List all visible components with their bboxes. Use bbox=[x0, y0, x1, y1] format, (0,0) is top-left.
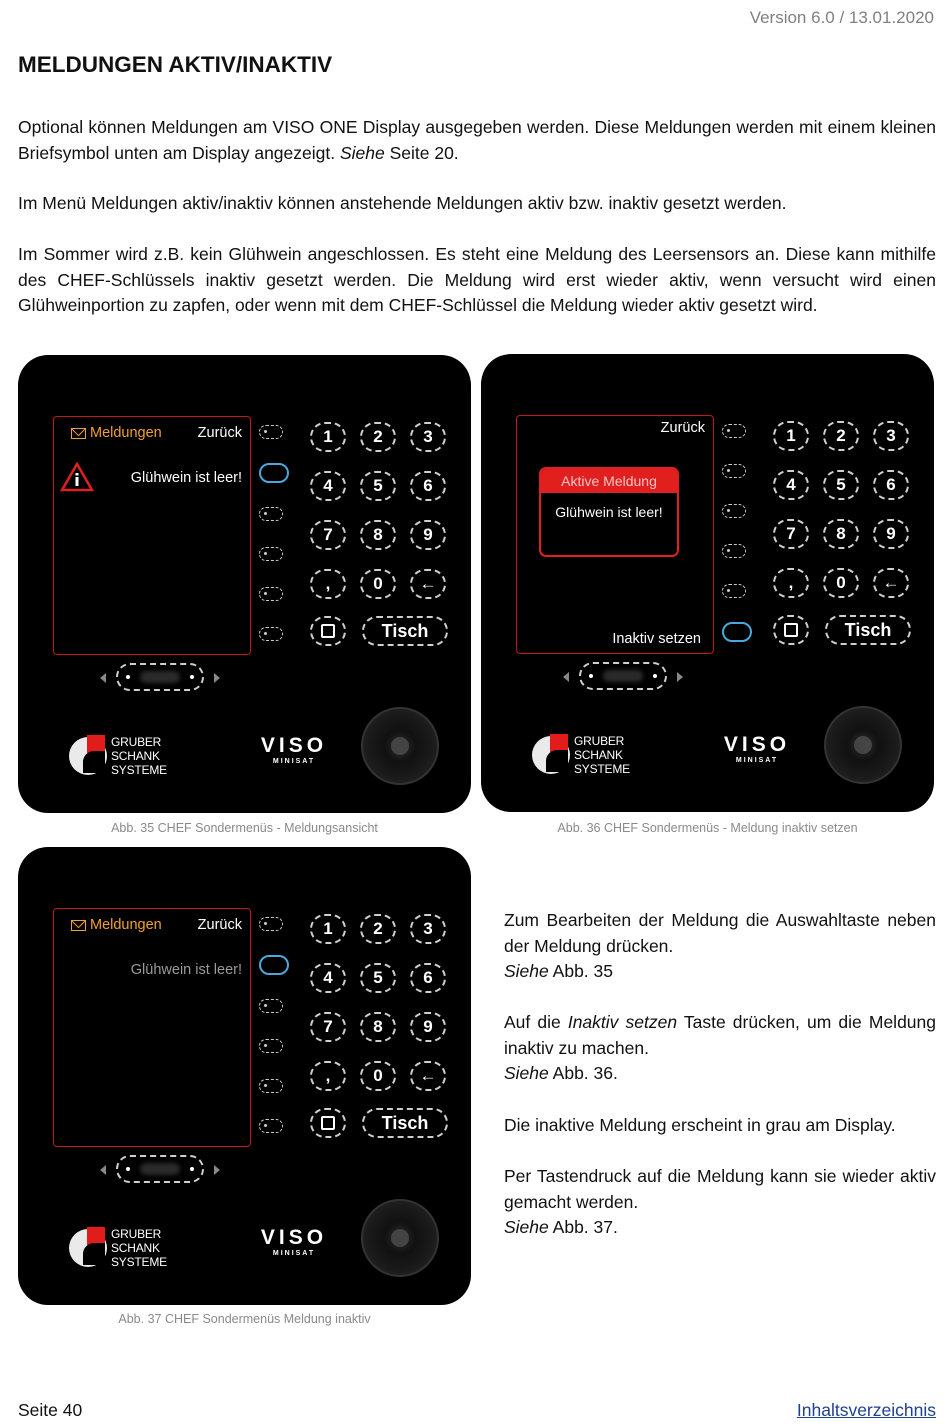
key-7[interactable]: 7 bbox=[310, 1012, 346, 1042]
device-figure-36 bbox=[481, 354, 934, 812]
slider-dot bbox=[126, 675, 130, 679]
key-backspace[interactable]: ← bbox=[410, 1061, 446, 1091]
key-2[interactable]: 2 bbox=[823, 421, 859, 451]
slider-dot bbox=[589, 674, 593, 678]
side-key[interactable] bbox=[259, 999, 283, 1013]
viso-wordmark: VISO bbox=[723, 733, 791, 756]
key-3[interactable]: 3 bbox=[410, 422, 446, 452]
siehe-text: Siehe bbox=[504, 1217, 549, 1238]
key-2[interactable]: 2 bbox=[360, 422, 396, 452]
device-figure-37 bbox=[18, 847, 471, 1305]
back-label[interactable]: Zurück bbox=[197, 425, 242, 441]
side-key[interactable] bbox=[259, 1119, 283, 1133]
gruber-logo bbox=[69, 1227, 169, 1273]
key-1[interactable]: 1 bbox=[310, 914, 346, 944]
page-reference: Seite 20. bbox=[384, 142, 459, 163]
key-0[interactable]: 0 bbox=[360, 569, 396, 599]
viso-logo bbox=[721, 734, 793, 765]
key-backspace[interactable]: ← bbox=[873, 568, 909, 598]
side-key-selected[interactable] bbox=[722, 622, 752, 642]
key-5[interactable]: 5 bbox=[360, 471, 396, 501]
gruber-logo bbox=[69, 735, 169, 781]
square-icon bbox=[321, 1116, 335, 1130]
instruction-edit bbox=[504, 908, 936, 985]
display-screen bbox=[53, 416, 251, 655]
caption-fig35: Abb. 35 CHEF Sondermenüs - Meldungsansicht bbox=[111, 821, 378, 835]
key-7[interactable]: 7 bbox=[310, 520, 346, 550]
tisch-key[interactable]: Tisch bbox=[362, 1108, 448, 1138]
slider-dot bbox=[126, 1167, 130, 1171]
viso-wordmark: VISO bbox=[260, 734, 328, 757]
key-6[interactable]: 6 bbox=[410, 963, 446, 993]
envelope-icon bbox=[71, 920, 86, 931]
key-comma[interactable]: , bbox=[310, 569, 346, 599]
key-0[interactable]: 0 bbox=[360, 1061, 396, 1091]
side-key[interactable] bbox=[259, 627, 283, 641]
logo-line: GRUBER bbox=[111, 1227, 162, 1241]
key-comma[interactable]: , bbox=[310, 1061, 346, 1091]
figure-reference: Abb. 35 bbox=[548, 961, 613, 982]
side-key[interactable] bbox=[259, 547, 283, 561]
function-key[interactable] bbox=[773, 615, 809, 645]
key-2[interactable]: 2 bbox=[360, 914, 396, 944]
arrow-right-icon bbox=[214, 673, 220, 683]
instruction-inaktiv bbox=[504, 1010, 936, 1087]
message-text[interactable]: Glühwein ist leer! bbox=[130, 470, 242, 486]
side-key[interactable] bbox=[722, 464, 746, 478]
key-6[interactable]: 6 bbox=[410, 471, 446, 501]
key-5[interactable]: 5 bbox=[360, 963, 396, 993]
active-message-popup bbox=[539, 467, 679, 557]
side-key[interactable] bbox=[722, 544, 746, 558]
caption-fig37: Abb. 37 CHEF Sondermenüs Meldung inaktiv bbox=[118, 1312, 371, 1326]
viso-subtitle: MINISAT bbox=[272, 1250, 316, 1257]
rotary-knob[interactable] bbox=[824, 706, 902, 784]
key-9[interactable]: 9 bbox=[410, 1012, 446, 1042]
key-4[interactable]: 4 bbox=[773, 470, 809, 500]
side-key[interactable] bbox=[722, 424, 746, 438]
gruber-logo-text bbox=[111, 735, 167, 781]
key-7[interactable]: 7 bbox=[773, 519, 809, 549]
key-1[interactable]: 1 bbox=[773, 421, 809, 451]
figure-reference: Abb. 37. bbox=[548, 1217, 618, 1238]
figure-reference: Abb. 36. bbox=[548, 1063, 618, 1084]
siehe-text: Siehe bbox=[504, 1063, 549, 1084]
inaktiv-setzen-label[interactable]: Inaktiv setzen bbox=[612, 631, 701, 647]
caption-fig36: Abb. 36 CHEF Sondermenüs - Meldung inaktiv setzen bbox=[557, 821, 858, 835]
page-number: Seite 40 bbox=[18, 1400, 83, 1420]
inactive-message-text[interactable]: Glühwein ist leer! bbox=[130, 962, 242, 978]
viso-wordmark: VISO bbox=[260, 1226, 328, 1249]
key-9[interactable]: 9 bbox=[873, 519, 909, 549]
logo-line: SYSTEME bbox=[111, 763, 167, 777]
key-1[interactable]: 1 bbox=[310, 422, 346, 452]
toc-link[interactable]: Inhaltsverzeichnis bbox=[796, 1400, 936, 1420]
key-8[interactable]: 8 bbox=[360, 1012, 396, 1042]
logo-line: GRUBER bbox=[111, 735, 162, 749]
navigation-slider[interactable] bbox=[563, 660, 683, 694]
square-icon bbox=[321, 624, 335, 638]
arrow-right-icon bbox=[677, 672, 683, 682]
rotary-knob[interactable] bbox=[361, 1199, 439, 1277]
side-key-selected[interactable] bbox=[259, 463, 289, 483]
function-key[interactable] bbox=[310, 1108, 346, 1138]
arrow-right-icon bbox=[214, 1165, 220, 1175]
gruber-logo-text bbox=[574, 734, 630, 780]
menu-paragraph: Im Menü Meldungen aktiv/inaktiv können anstehende Meldungen aktiv bzw. inaktiv gesetzt werden. bbox=[18, 193, 787, 213]
logo-line: SCHANK bbox=[111, 749, 160, 763]
side-keys bbox=[259, 421, 289, 651]
key-8[interactable]: 8 bbox=[360, 520, 396, 550]
instruction-text: Auf die bbox=[504, 1012, 568, 1032]
gruber-logo-text bbox=[111, 1227, 167, 1273]
example-paragraph: Im Sommer wird z.B. kein Glühwein angeschlossen. Es steht eine Meldung des Leersensors an. Diese kann mithilfe des CHEF-Schlüssels inaktiv gesetzt werden. Die Meldung wird erst wieder aktiv, wenn versucht wird einen Glühweinportion zu zapfen, oder wenn mit dem CHEF-Schlüssel die Meldung wieder aktiv gesetzt wird. bbox=[18, 244, 936, 316]
slider-body[interactable] bbox=[116, 663, 204, 691]
logo-line: SYSTEME bbox=[111, 1255, 167, 1269]
gruber-logo bbox=[532, 734, 632, 780]
navigation-slider[interactable] bbox=[100, 1153, 220, 1187]
slider-dot bbox=[190, 1167, 194, 1171]
key-4[interactable]: 4 bbox=[310, 471, 346, 501]
gruber-logo-mark bbox=[69, 1227, 107, 1267]
side-key[interactable] bbox=[259, 587, 283, 601]
keypad bbox=[310, 419, 460, 649]
back-label[interactable]: Zurück bbox=[660, 420, 705, 436]
warning-icon bbox=[60, 462, 94, 492]
instruction-text: Zum Bearbeiten der Meldung die Auswahltaste neben der Meldung drücken. bbox=[504, 910, 936, 956]
gruber-logo-mark bbox=[69, 735, 107, 775]
display-screen bbox=[516, 415, 714, 654]
siehe-text: Siehe bbox=[339, 142, 385, 163]
side-key[interactable] bbox=[259, 507, 283, 521]
instruction-text: Taste drücken, um die Meldung inaktiv zu machen. bbox=[504, 1012, 937, 1058]
logo-line: SYSTEME bbox=[574, 762, 630, 776]
key-backspace[interactable]: ← bbox=[410, 569, 446, 599]
keypad bbox=[773, 418, 923, 648]
slider-surface bbox=[140, 1163, 180, 1175]
gruber-logo-mark bbox=[532, 734, 570, 774]
key-comma[interactable]: , bbox=[773, 568, 809, 598]
side-keys bbox=[259, 913, 289, 1143]
popup-message: Glühwein ist leer! bbox=[555, 504, 663, 520]
square-icon bbox=[784, 623, 798, 637]
navigation-slider[interactable] bbox=[100, 661, 220, 695]
side-key[interactable] bbox=[259, 1039, 283, 1053]
slider-body[interactable] bbox=[579, 662, 667, 690]
function-key[interactable] bbox=[310, 616, 346, 646]
tisch-key[interactable]: Tisch bbox=[825, 615, 911, 645]
instruction-reactivate bbox=[504, 1164, 936, 1241]
viso-subtitle: MINISAT bbox=[735, 757, 779, 764]
viso-subtitle: MINISAT bbox=[272, 758, 316, 765]
logo-line: SCHANK bbox=[111, 1241, 160, 1255]
side-key[interactable] bbox=[259, 917, 283, 931]
side-key[interactable] bbox=[259, 425, 283, 439]
key-8[interactable]: 8 bbox=[823, 519, 859, 549]
key-0[interactable]: 0 bbox=[823, 568, 859, 598]
logo-line: SCHANK bbox=[574, 748, 623, 762]
envelope-icon bbox=[71, 428, 86, 439]
display-screen bbox=[53, 908, 251, 1147]
slider-dot bbox=[653, 674, 657, 678]
key-6[interactable]: 6 bbox=[873, 470, 909, 500]
side-key[interactable] bbox=[259, 1079, 283, 1093]
menu-title: Meldungen bbox=[90, 425, 162, 441]
emphasis-text: Inaktiv setzen bbox=[567, 1012, 678, 1032]
slider-surface bbox=[140, 671, 180, 683]
side-key[interactable] bbox=[722, 504, 746, 518]
device-figure-35 bbox=[18, 355, 471, 813]
menu-title: Meldungen bbox=[90, 917, 162, 933]
viso-logo bbox=[258, 1227, 330, 1258]
key-9[interactable]: 9 bbox=[410, 520, 446, 550]
keypad bbox=[310, 911, 460, 1141]
instruction-text: Per Tastendruck auf die Meldung kann sie wieder aktiv gemacht werden. bbox=[504, 1166, 936, 1212]
side-keys bbox=[722, 420, 752, 650]
key-3[interactable]: 3 bbox=[873, 421, 909, 451]
popup-title: Aktive Meldung bbox=[541, 469, 677, 493]
arrow-left-icon bbox=[100, 673, 106, 683]
menu-header bbox=[71, 425, 162, 441]
side-key-selected[interactable] bbox=[259, 955, 289, 975]
side-key[interactable] bbox=[722, 584, 746, 598]
logo-line: GRUBER bbox=[574, 734, 625, 748]
arrow-left-icon bbox=[100, 1165, 106, 1175]
page-title: MELDUNGEN AKTIV/INAKTIV bbox=[18, 52, 333, 77]
arrow-left-icon bbox=[563, 672, 569, 682]
rotary-knob[interactable] bbox=[361, 707, 439, 785]
key-4[interactable]: 4 bbox=[310, 963, 346, 993]
intro-paragraph bbox=[18, 115, 936, 166]
menu-header bbox=[71, 917, 162, 933]
slider-body[interactable] bbox=[116, 1155, 204, 1183]
siehe-text: Siehe bbox=[504, 961, 549, 982]
slider-dot bbox=[190, 675, 194, 679]
viso-logo bbox=[258, 735, 330, 766]
key-5[interactable]: 5 bbox=[823, 470, 859, 500]
instruction-grey: Die inaktive Meldung erscheint in grau am Display. bbox=[504, 1115, 896, 1135]
tisch-key[interactable]: Tisch bbox=[362, 616, 448, 646]
version-label: Version 6.0 / 13.01.2020 bbox=[749, 8, 934, 27]
key-3[interactable]: 3 bbox=[410, 914, 446, 944]
intro-text: Optional können Meldungen am VISO ONE Display ausgegeben werden. Diese Meldungen werden mit einem kleinen Briefsymbol unten am Display angezeigt. bbox=[18, 117, 936, 163]
slider-surface bbox=[603, 670, 643, 682]
back-label[interactable]: Zurück bbox=[197, 917, 242, 933]
